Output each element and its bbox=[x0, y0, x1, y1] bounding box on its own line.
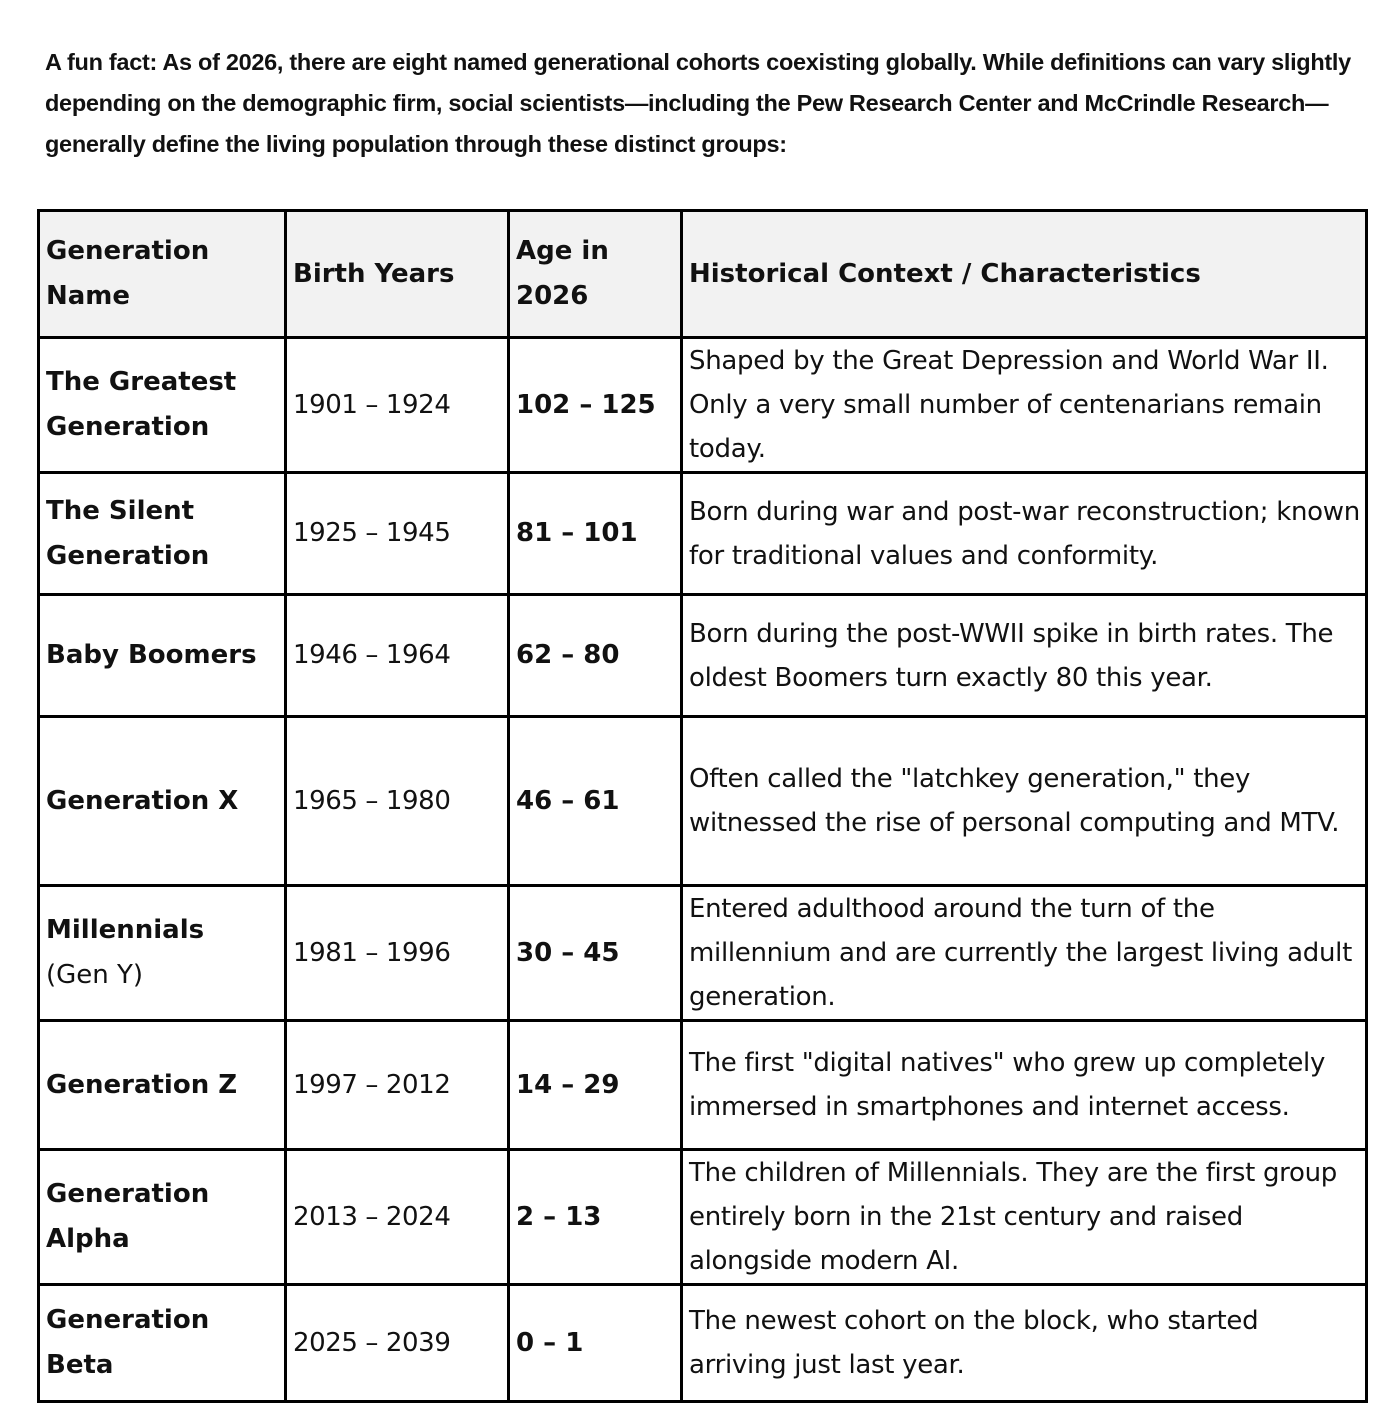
age-cell: 62 – 80 bbox=[509, 595, 682, 717]
context-cell: The newest cohort on the block, who started arriving just last year. bbox=[682, 1285, 1367, 1402]
generation-name-cell bbox=[39, 1021, 286, 1150]
birth-years-cell: 2025 – 2039 bbox=[286, 1285, 509, 1402]
header-birth-years: Birth Years bbox=[286, 211, 509, 338]
birth-years-cell: 1997 – 2012 bbox=[286, 1021, 509, 1150]
generation-name: The Greatest Generation bbox=[46, 367, 237, 442]
generation-name-cell bbox=[39, 1285, 286, 1402]
age-cell: 30 – 45 bbox=[509, 886, 682, 1021]
generation-name-cell bbox=[39, 595, 286, 717]
birth-years-cell: 1946 – 1964 bbox=[286, 595, 509, 717]
generation-name-cell bbox=[39, 473, 286, 595]
header-generation-name: Generation Name bbox=[39, 211, 286, 338]
generation-name-cell bbox=[39, 717, 286, 886]
generation-name: Millennials bbox=[46, 915, 205, 945]
intro-paragraph: A fun fact: As of 2026, there are eight named generational cohorts coexisting globally. While definitions can vary slightly depending on the demographic firm, social scientists—including the Pew Research Center and McCrindle Research—generally define the living population through these distinct groups: bbox=[45, 49, 1351, 157]
birth-years-cell: 2013 – 2024 bbox=[286, 1150, 509, 1285]
birth-years-cell: 1981 – 1996 bbox=[286, 886, 509, 1021]
age-cell: 2 – 13 bbox=[509, 1150, 682, 1285]
context-cell: Entered adulthood around the turn of the millennium and are currently the largest living adult generation. bbox=[682, 886, 1367, 1021]
table-row bbox=[39, 1285, 1367, 1402]
table-row bbox=[39, 717, 1367, 886]
generation-name: Generation Beta bbox=[46, 1305, 210, 1380]
generation-name-cell bbox=[39, 338, 286, 473]
age-cell: 14 – 29 bbox=[509, 1021, 682, 1150]
table-row bbox=[39, 1150, 1367, 1285]
generation-name-cell bbox=[39, 1150, 286, 1285]
generation-name-cell bbox=[39, 886, 286, 1021]
birth-years-cell: 1901 – 1924 bbox=[286, 338, 509, 473]
header-age: Age in 2026 bbox=[509, 211, 682, 338]
table-row bbox=[39, 886, 1367, 1021]
context-cell: Born during the post-WWII spike in birth rates. The oldest Boomers turn exactly 80 this year. bbox=[682, 595, 1367, 717]
generation-name: The Silent Generation bbox=[46, 495, 210, 571]
context-cell: The first "digital natives" who grew up completely immersed in smartphones and internet access. bbox=[682, 1021, 1367, 1150]
table-row bbox=[39, 1021, 1367, 1150]
birth-years-cell: 1965 – 1980 bbox=[286, 717, 509, 886]
context-cell: Shaped by the Great Depression and World War II. Only a very small number of centenarians remain today. bbox=[682, 338, 1367, 473]
age-cell: 102 – 125 bbox=[509, 338, 682, 473]
table-row bbox=[39, 595, 1367, 717]
age-cell: 0 – 1 bbox=[509, 1285, 682, 1402]
generation-name-sub: (Gen Y) bbox=[46, 960, 144, 990]
context-cell: Often called the "latchkey generation," they witnessed the rise of personal computing and MTV. bbox=[682, 717, 1367, 886]
table-row bbox=[39, 338, 1367, 473]
birth-years-cell: 1925 – 1945 bbox=[286, 473, 509, 595]
context-cell: The children of Millennials. They are the first group entirely born in the 21st century and raised alongside modern AI. bbox=[682, 1150, 1367, 1285]
age-cell: 81 – 101 bbox=[509, 473, 682, 595]
header-context: Historical Context / Characteristics bbox=[682, 211, 1367, 338]
generations-table bbox=[37, 209, 1368, 1403]
generation-name: Generation Z bbox=[46, 1069, 238, 1100]
table-row bbox=[39, 473, 1367, 595]
age-cell: 46 – 61 bbox=[509, 717, 682, 886]
generation-name: Generation X bbox=[46, 785, 239, 816]
generation-name: Baby Boomers bbox=[46, 640, 257, 670]
table-header-row bbox=[39, 211, 1367, 338]
context-cell: Born during war and post-war reconstruction; known for traditional values and conformity. bbox=[682, 473, 1367, 595]
generation-name: Generation Alpha bbox=[46, 1179, 210, 1254]
